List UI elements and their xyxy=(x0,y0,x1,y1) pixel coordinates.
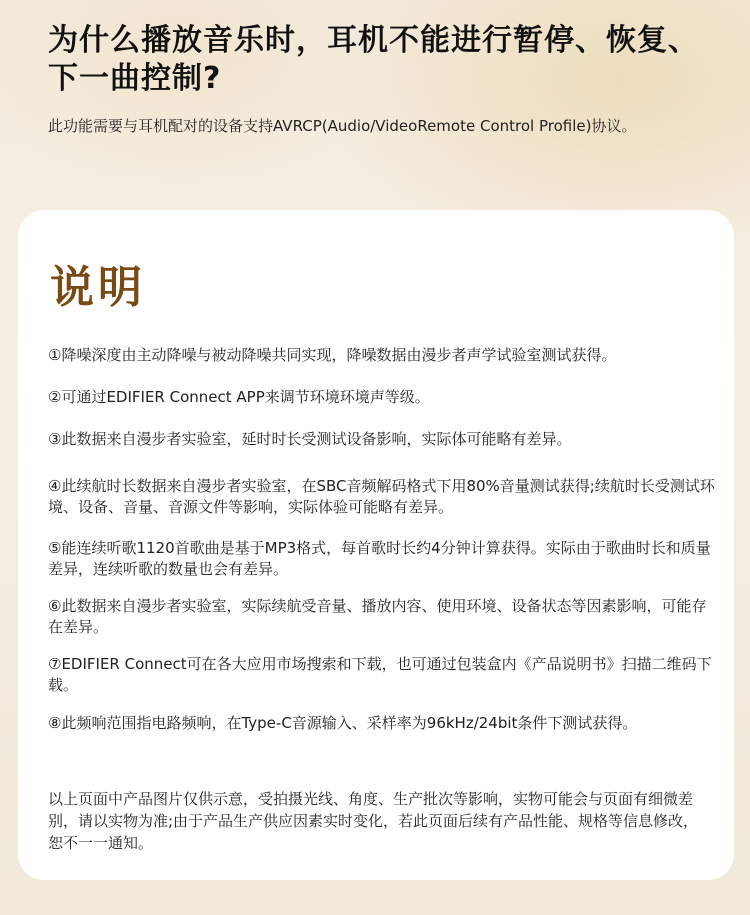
faq-question: 为什么播放音乐时，耳机不能进行暂停、恢复、下一曲控制? xyxy=(48,23,699,96)
note-item-7: ⑦EDIFIER Connect可在各大应用市场搜索和下载，也可通过包装盒内《产品说明书》扫描二维码下载。 xyxy=(48,655,712,694)
note-item-8: ⑧此频响范围指电路频响，在Type-C音源输入、采样率为96kHz/24bit条件下测试获得。 xyxy=(48,714,638,732)
note-item-4: ④此续航时长数据来自漫步者实验室，在SBC音频解码格式下用80%音量测试获得;续航时长受测试环境、设备、音量、音源文件等影响，实际体验可能略有差异。 xyxy=(48,477,715,516)
note-item-5: ⑤能连续听歌1120首歌曲是基于MP3格式，每首歌时长约4分钟计算获得。实际由于歌曲时长和质量差异，连续听歌的数量也会有差异。 xyxy=(48,539,711,578)
note-item-2: ②可通过EDIFIER Connect APP来调节环境环境声等级。 xyxy=(48,388,430,406)
notes-card xyxy=(18,210,734,880)
disclaimer-text: 以上页面中产品图片仅供示意，受拍摄光线、角度、生产批次等影响，实物可能会与页面有细微差别，请以实物为准;由于产品生产供应因素实时变化，若此页面后续有产品性能、规格等信息修改，恕不一一通知。 xyxy=(48,790,699,852)
faq-answer: 此功能需要与耳机配对的设备支持AVRCP(Audio/VideoRemote Control Profile)协议。 xyxy=(48,117,637,135)
notes-title: 说明 xyxy=(50,262,146,313)
note-item-1: ①降噪深度由主动降噪与被动降噪共同实现，降噪数据由漫步者声学试验室测试获得。 xyxy=(48,346,617,364)
note-item-3: ③此数据来自漫步者实验室，延时时长受测试设备影响，实际体可能略有差异。 xyxy=(48,430,572,448)
note-item-6: ⑥此数据来自漫步者实验室，实际续航受音量、播放内容、使用环境、设备状态等因素影响，可能存在差异。 xyxy=(48,597,707,636)
